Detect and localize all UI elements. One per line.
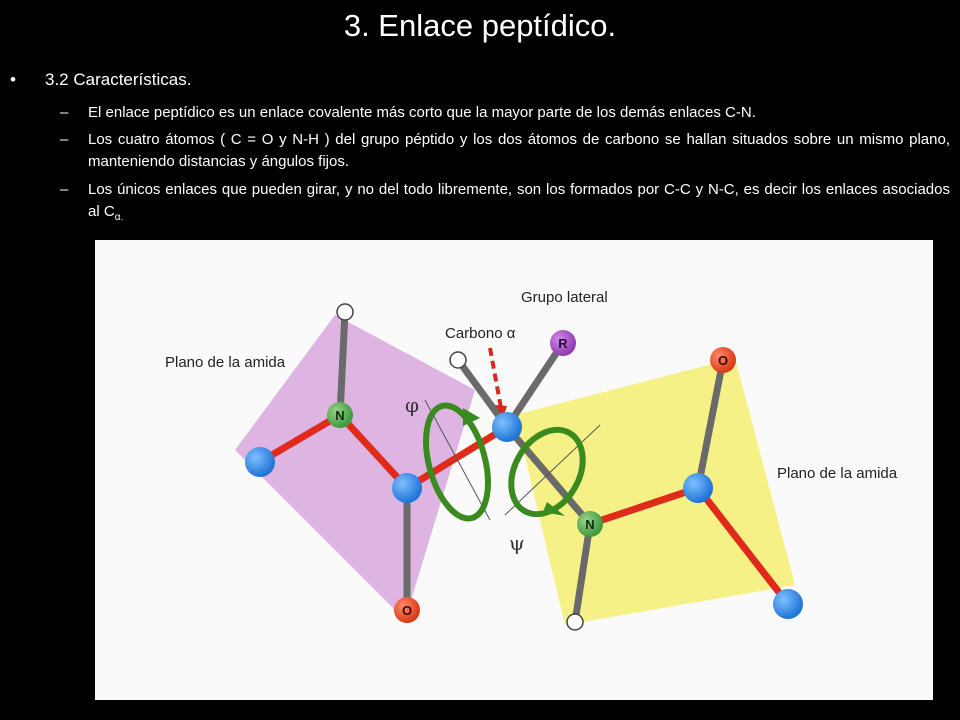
sub-item-text: El enlace peptídico es un enlace covalente más corto que la mayor parte de los demás enlaces C-N. bbox=[88, 104, 756, 121]
hydrogen-atom bbox=[450, 352, 466, 368]
carbon-atom bbox=[773, 589, 803, 619]
r-group-label: R bbox=[558, 336, 568, 351]
psi-symbol: ψ bbox=[509, 531, 525, 555]
slide-title: 3. Enlace peptídico. bbox=[343, 8, 617, 43]
phi-symbol: φ bbox=[405, 393, 420, 417]
bond-nh-left bbox=[340, 312, 345, 415]
nitrogen-label: N bbox=[335, 408, 345, 423]
peptide-bond-diagram bbox=[95, 240, 933, 700]
hydrogen-atom bbox=[567, 614, 583, 630]
sub-item-text bbox=[88, 179, 950, 229]
carbon-atom bbox=[683, 473, 713, 503]
right-amide-plane bbox=[515, 358, 795, 625]
label-plano-amida-left: Plano de la amida bbox=[165, 354, 286, 371]
carbon-atom bbox=[392, 473, 422, 503]
carbon-alpha-pointer bbox=[490, 348, 501, 408]
dash-marker: – bbox=[60, 104, 69, 121]
sub-item-2 bbox=[60, 129, 950, 173]
alpha-subscript: α. bbox=[114, 212, 124, 223]
sub-item-1 bbox=[60, 102, 950, 124]
oxygen-label: O bbox=[401, 603, 413, 618]
label-carbono-alpha: Carbono α bbox=[445, 325, 516, 342]
bullet-heading: 3.2 Características. bbox=[45, 70, 192, 89]
sub-item-text-main: Los únicos enlaces que pueden girar, y no del todo libremente, son los formados por C-C y N-C, es decir los enlaces asociados al C bbox=[88, 181, 950, 220]
carbon-alpha-atom bbox=[492, 412, 522, 442]
oxygen-label: O bbox=[717, 353, 729, 368]
bullet-marker: • bbox=[10, 70, 16, 89]
carbon-atom bbox=[245, 447, 275, 477]
label-grupo-lateral: Grupo lateral bbox=[521, 289, 608, 306]
label-plano-amida-right: Plano de la amida bbox=[777, 465, 898, 482]
diagram-svg bbox=[95, 240, 933, 700]
sub-item-3 bbox=[60, 179, 950, 229]
sub-item-text: Los cuatro átomos ( C = O y N-H ) del grupo péptido y los dos átomos de carbono se hallan situados sobre un mismo plano, manteniendo distancias y ángulos fijos. bbox=[88, 131, 950, 170]
nitrogen-label: N bbox=[585, 517, 595, 532]
dash-marker: – bbox=[60, 181, 69, 198]
dash-marker: – bbox=[60, 131, 69, 148]
hydrogen-atom bbox=[337, 304, 353, 320]
